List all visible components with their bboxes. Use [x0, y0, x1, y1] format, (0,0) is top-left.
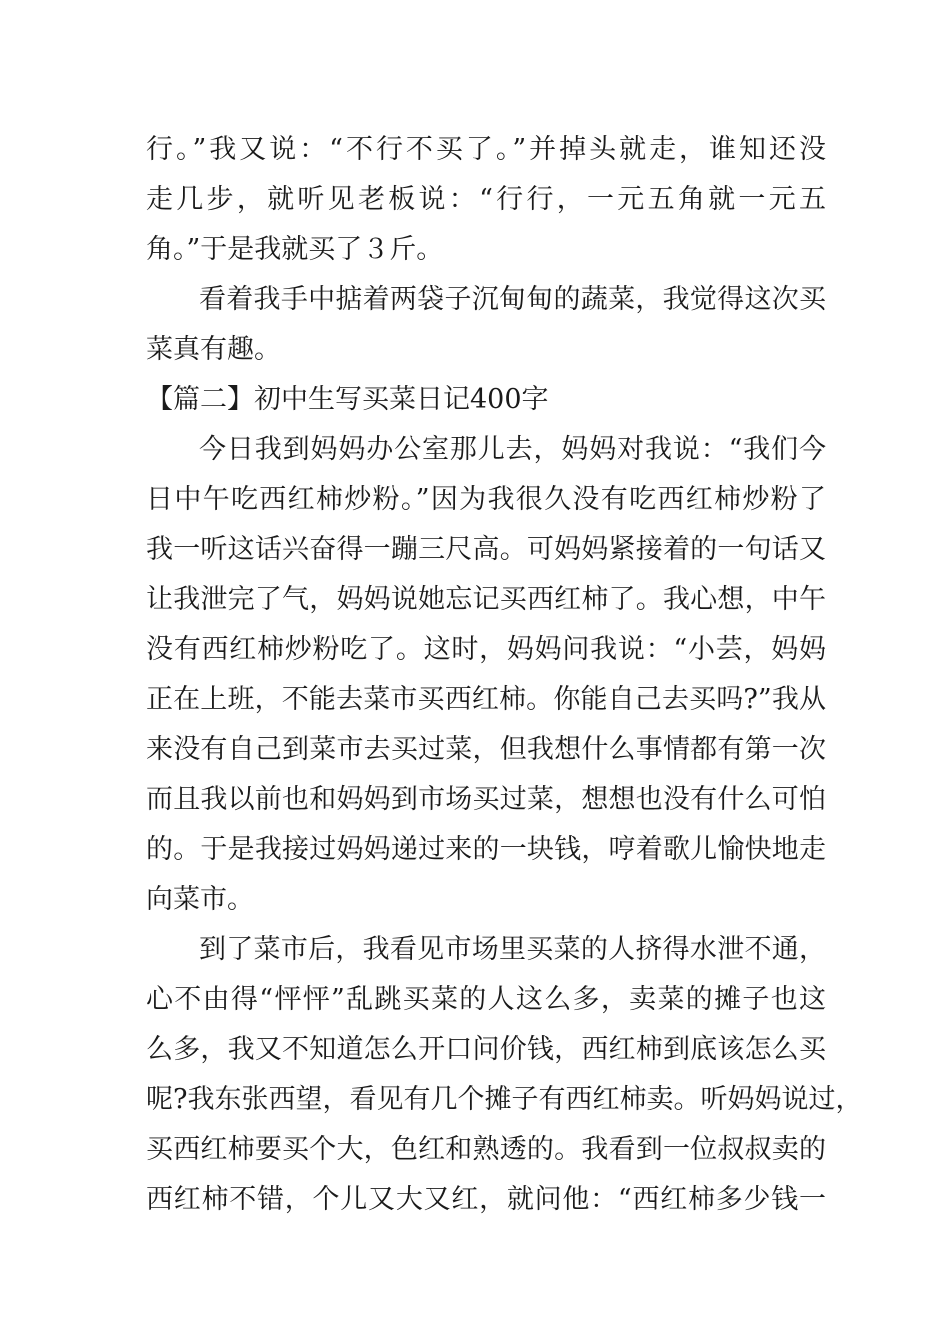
paragraph-start-line: 今日我到妈妈办公室那儿去，妈妈对我说：“我们今 — [199, 434, 826, 465]
text-line: 而且我以前也和妈妈到市场买过菜，想想也没有什么可怕 — [146, 784, 826, 815]
text-line: 的。于是我接过妈妈递过来的一块钱，哼着歌儿愉快地走 — [146, 834, 826, 865]
text-line: 西红柿不错，个儿又大又红，就问他：“西红柿多少钱一 — [146, 1184, 826, 1215]
text-line: 心不由得“怦怦”乱跳买菜的人这么多，卖菜的摊子也这 — [146, 984, 826, 1015]
text-line: 让我泄完了气，妈妈说她忘记买西红柿了。我心想，中午 — [146, 584, 826, 615]
text-line: 菜真有趣。 — [146, 334, 281, 365]
text-line: 正在上班，不能去菜市买西红柿。你能自己去买吗?”我从 — [146, 684, 826, 715]
text-line: 么多，我又不知道怎么开口问价钱，西红柿到底该怎么买 — [146, 1034, 826, 1065]
paragraph-start-line: 到了菜市后，我看见市场里买菜的人挤得水泄不通， — [199, 934, 826, 965]
text-line: 买西红柿要买个大，色红和熟透的。我看到一位叔叔卖的 — [146, 1134, 826, 1165]
text-line: 没有西红柿炒粉吃了。这时，妈妈问我说：“小芸，妈妈 — [146, 634, 826, 665]
text-line: 走几步，就听见老板说：“行行，一元五角就一元五 — [146, 184, 826, 215]
text-line: 我一听这话兴奋得一蹦三尺高。可妈妈紧接着的一句话又 — [146, 534, 826, 565]
text-line: 角。”于是我就买了３斤。 — [146, 234, 444, 265]
paragraph-start-line: 看着我手中掂着两袋子沉甸甸的蔬菜，我觉得这次买 — [199, 284, 826, 315]
text-line: 向菜市。 — [146, 884, 254, 915]
text-line: 呢?我东张西望，看见有几个摊子有西红柿卖。听妈妈说过， — [146, 1084, 863, 1115]
section-heading: 【篇二】初中生写买菜日记400字 — [146, 384, 549, 415]
text-line: 行。”我又说：“不行不买了。”并掉头就走，谁知还没 — [146, 134, 826, 165]
text-line: 日中午吃西红柿炒粉。”因为我很久没有吃西红柿炒粉了 — [146, 484, 826, 515]
text-line: 来没有自己到菜市去买过菜，但我想什么事情都有第一次 — [146, 734, 826, 765]
